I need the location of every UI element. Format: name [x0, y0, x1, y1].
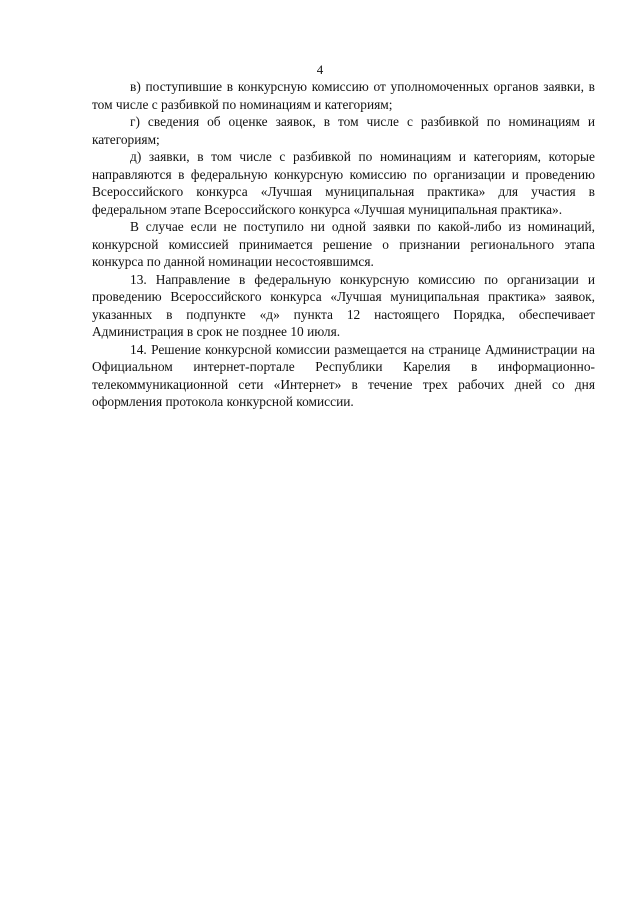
- document-body: [92, 78, 595, 411]
- paragraph-item-v: в) поступившие в конкурсную комиссию от уполномоченных органов заявки, в том числе с разбивкой по номинациям и категориям;: [92, 79, 595, 112]
- paragraph-clause-13: 13. Направление в федеральную конкурсную комиссию по организации и проведению Всероссийского конкурса «Лучшая муниципальная практика» заявок, указанных в подпункте «д» пункта 12 настоящего Порядка, обеспечивает Администрация в срок не позднее 10 июля.: [92, 271, 595, 339]
- paragraph-item-d: д) заявки, в том числе с разбивкой по номинациям и категориям, которые направляются в федеральную конкурсную комиссию по организации и проведению Всероссийского конкурса «Лучшая муниципальная практика» для участия в федеральном этапе Всероссийского конкурса «Лучшая муниципальная практика».: [92, 149, 595, 217]
- paragraph-item-g: г) сведения об оценке заявок, в том числе с разбивкой по номинациям и категориям;: [92, 114, 595, 147]
- page-number: 4: [316, 62, 324, 77]
- paragraph-no-applications: В случае если не поступило ни одной заявки по какой-либо из номинаций, конкурсной комиссией принимается решение о признании регионального этапа конкурса по данной номинации несостоявшимся.: [92, 219, 595, 269]
- paragraph-clause-14: 14. Решение конкурсной комиссии размещается на странице Администрации на Официальном интернет-портале Республики Карелия в информационно-телекоммуникационной сети «Интернет» в течение трех рабочих дней со дня оформления протокола конкурсной комиссии.: [92, 341, 595, 409]
